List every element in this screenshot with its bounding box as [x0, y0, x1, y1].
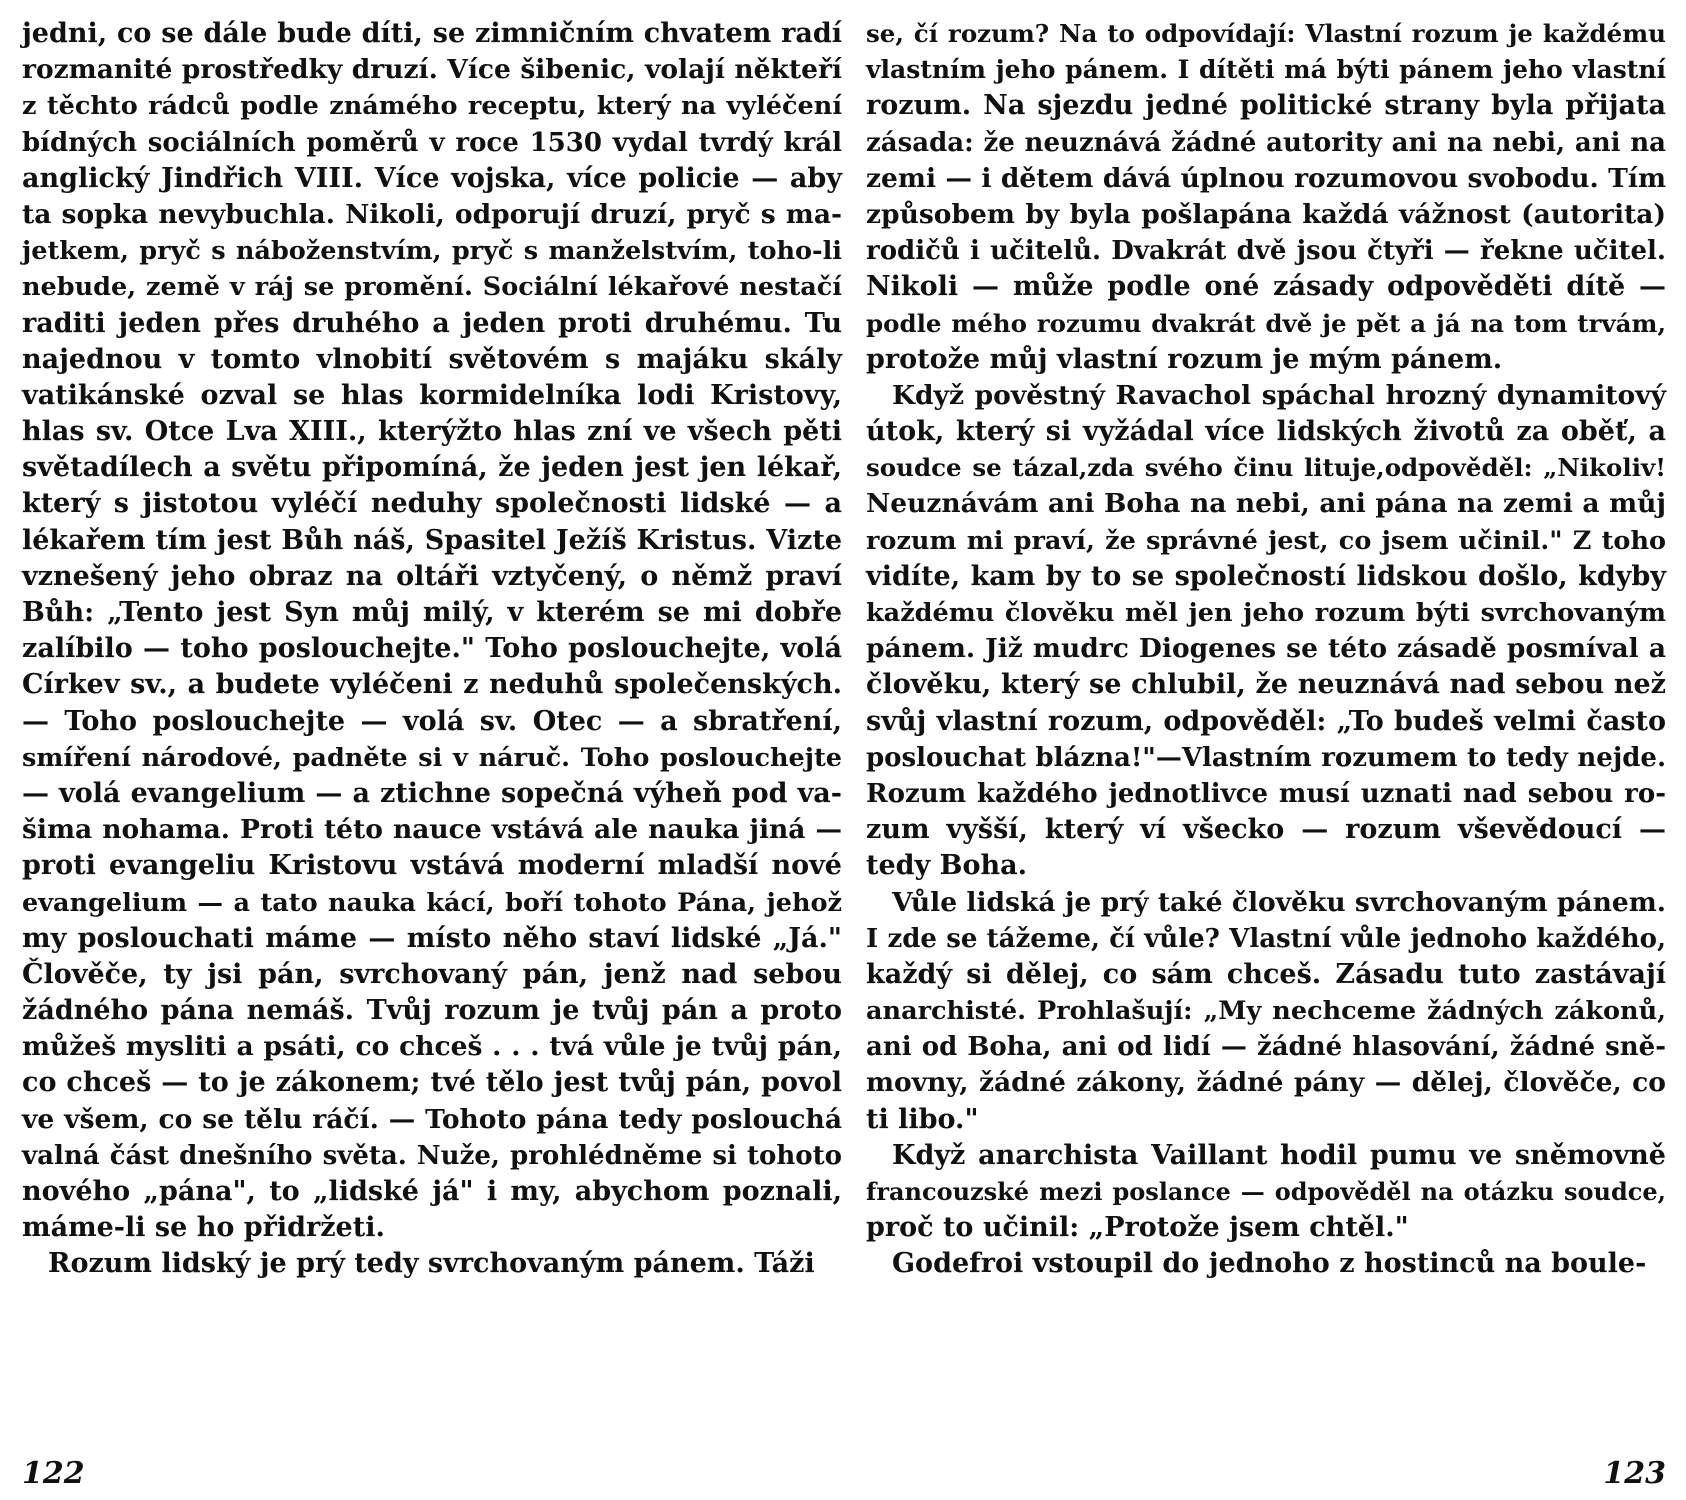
text-line: bídných sociálních poměrů v roce 1530 vydal tvrdý král [22, 127, 842, 158]
text-line: Bůh: „Tento jest Syn můj milý, v kterém se mi dobře [22, 597, 842, 628]
text-line: jedni, co se dále bude díti, se zimničním chvatem radí [22, 18, 842, 49]
text-line: poslouchat blázna!"—Vlastním rozumem to tedy nejde. [866, 742, 1666, 773]
text-line: francouzské mezi poslance — odpověděl na otázku soudce, [866, 1177, 1666, 1206]
text-line: smíření národové, padněte si v náruč. Toho poslouchejte [22, 742, 842, 773]
text-line: valná část dnešního světa. Nuže, prohlédněme si tohoto [22, 1140, 842, 1171]
text-line: Rozum každého jednotlivce musí uznati nad sebou ro- [866, 778, 1666, 809]
left-page [22, 16, 842, 1496]
text-line: Godefroi vstoupil do jednoho z hostinců na boule- [892, 1248, 1647, 1280]
text-line: lékařem tím jest Bůh náš, Spasitel Ježíš Kristus. Vizte [22, 524, 842, 556]
text-line: Nikoli — může podle oné zásady odpověděti dítě — [866, 271, 1666, 303]
text-line: který s jistotou vyléčí neduhy společnosti lidské — a [22, 488, 842, 520]
right-page-text [866, 16, 1666, 1283]
text-line: ti libo." [866, 1103, 979, 1135]
text-line: z těchto rádců podle známého receptu, který na vyléčení [22, 91, 842, 122]
text-line: hlas sv. Otce Lva XIII., kterýžto hlas zní ve všech pěti [22, 416, 842, 448]
text-line: proč to učinil: „Protože jsem chtěl." [866, 1212, 1409, 1244]
text-line: ve všem, co se tělu ráčí. — Tohoto pána tedy poslouchá [22, 1103, 842, 1135]
text-line: — volá evangelium — a ztichne sopečná výheň pod va- [22, 777, 842, 809]
text-line: ta sopka nevybuchla. Nikoli, odporují druzí, pryč s ma- [22, 198, 842, 230]
text-line: pánem. Již mudrc Diogenes se této zásadě posmíval a [866, 633, 1666, 665]
text-line: zalíbilo — toho poslouchejte." Toho poslouchejte, volá [22, 633, 842, 665]
text-line: anarchisté. Prohlašují: „My nechceme žádných zákonů, [866, 996, 1666, 1027]
text-line: rodičů i učitelů. Dvakrát dvě jsou čtyři — řekne učitel. [866, 236, 1666, 267]
text-line: ani od Boha, ani od lidí — žádné hlasování, žádné sně- [866, 1032, 1666, 1063]
page-number-right: 123 [1603, 1456, 1666, 1491]
text-line: zum vyšší, který ví všecko — rozum vševědoucí — [866, 814, 1666, 846]
text-line: světadílech a světu připomíná, že jeden jest jen lékař, [22, 452, 842, 484]
left-page-text [22, 16, 842, 1283]
text-line: evangelium — a tato nauka kácí, boří tohoto Pána, jehož [22, 887, 842, 918]
text-line: šima nohama. Proti této nauce vstává ale nauka jiná — [22, 814, 842, 846]
text-line: proti evangeliu Kristovu vstává moderní mladší nové [22, 850, 842, 882]
text-line: raditi jeden přes druhého a jeden proti druhému. Tu [22, 307, 842, 339]
text-line: vatikánské ozval se hlas kormidelníka lodi Kristovy, [22, 379, 842, 411]
text-line: se, čí rozum? Na to odpovídají: Vlastní rozum je každému [866, 19, 1666, 48]
text-line: my poslouchati máme — místo něho staví lidské „Já." [22, 922, 842, 954]
text-line: co chceš — to je zákonem; tvé tělo jest tvůj pán, povol [22, 1067, 842, 1099]
text-line: Když anarchista Vaillant hodil pumu ve sněmovně [892, 1139, 1666, 1171]
text-line: člověku, který se chlubil, že neuznává nad sebou než [866, 669, 1666, 701]
text-line: vznešený jeho obraz na oltáři vztyčený, o němž praví [22, 560, 842, 592]
text-line: Rozum lidský je prý tedy svrchovaným pánem. Táži [48, 1248, 815, 1280]
text-line: vlastním jeho pánem. I dítěti má býti pánem jeho vlastní [866, 55, 1666, 85]
text-line: útok, který si vyžádal více lidských životů za oběť, a [866, 416, 1666, 448]
text-line: Církev sv., a budete vyléčeni z neduhů společenských. [22, 669, 842, 701]
right-page [866, 16, 1666, 1496]
page-number-left: 122 [22, 1456, 85, 1491]
text-line: soudce se tázal,zda svého činu lituje,odpověděl: „Nikoliv! [866, 453, 1666, 483]
text-line: každý si dělej, co sám chceš. Zásadu tuto zastávají [866, 958, 1666, 990]
text-line: najednou v tomto vlnobití světovém s majáku skály [22, 343, 842, 375]
text-line: Neuznávám ani Boha na nebi, ani pána na zemi a můj [866, 488, 1666, 520]
text-line: Člověče, ty jsi pán, svrchovaný pán, jenž nad sebou [22, 958, 842, 990]
text-line: jetkem, pryč s náboženstvím, pryč s manželstvím, toho-li [22, 236, 842, 267]
text-line: nebude, země v ráj se promění. Sociální lékařové nestačí [22, 272, 842, 303]
text-line: podle mého rozumu dvakrát dvě je pět a já na tom trvám, [866, 308, 1666, 338]
text-line: nového „pána", to „lidské já" i my, abychom poznali, [22, 1176, 842, 1207]
text-line: rozmanité prostředky druzí. Více šibenic, volají někteří [22, 54, 842, 86]
text-line: rozum. Na sjezdu jedné politické strany byla přijata [866, 90, 1666, 122]
text-line: protože můj vlastní rozum je mým pánem. [866, 343, 1503, 375]
text-line: tedy Boha. [866, 850, 1027, 882]
text-line: každému člověku měl jen jeho rozum býti svrchovaným [866, 598, 1666, 628]
text-line: vidíte, kam by to se společností lidskou došlo, kdyby [866, 560, 1666, 592]
text-line: zásada: že neuznává žádné autority ani na nebi, ani na [866, 127, 1666, 158]
text-line: rozum mi praví, že správné jest, co jsem učinil." Z toho [866, 525, 1666, 556]
text-line: Vůle lidská je prý také člověku svrchovaným pánem. [892, 886, 1666, 918]
text-line: anglický Jindřich VIII. Více vojska, více policie — aby [22, 162, 842, 194]
text-line: způsobem by byla pošlapána každá vážnost (autorita) [866, 198, 1666, 230]
text-line: můžeš mysliti a psáti, co chceš . . . tvá vůle je tvůj pán, [22, 1031, 842, 1063]
text-line: — Toho poslouchejte — volá sv. Otec — a sbratření, [22, 705, 842, 737]
text-line: I zde se tážeme, čí vůle? Vlastní vůle jednoho každého, [866, 923, 1666, 954]
text-line: movny, žádné zákony, žádné pány — dělej, člověče, co [866, 1067, 1666, 1099]
text-line: máme-li se ho přidržeti. [22, 1212, 385, 1244]
text-line: Když pověstný Ravachol spáchal hrozný dynamitový [892, 379, 1666, 411]
text-line: svůj vlastní rozum, odpověděl: „To budeš velmi často [866, 705, 1666, 737]
text-line: žádného pána nemáš. Tvůj rozum je tvůj pán a proto [22, 995, 842, 1027]
text-line: zemi — i dětem dává úplnou rozumovou svobodu. Tím [866, 162, 1666, 194]
